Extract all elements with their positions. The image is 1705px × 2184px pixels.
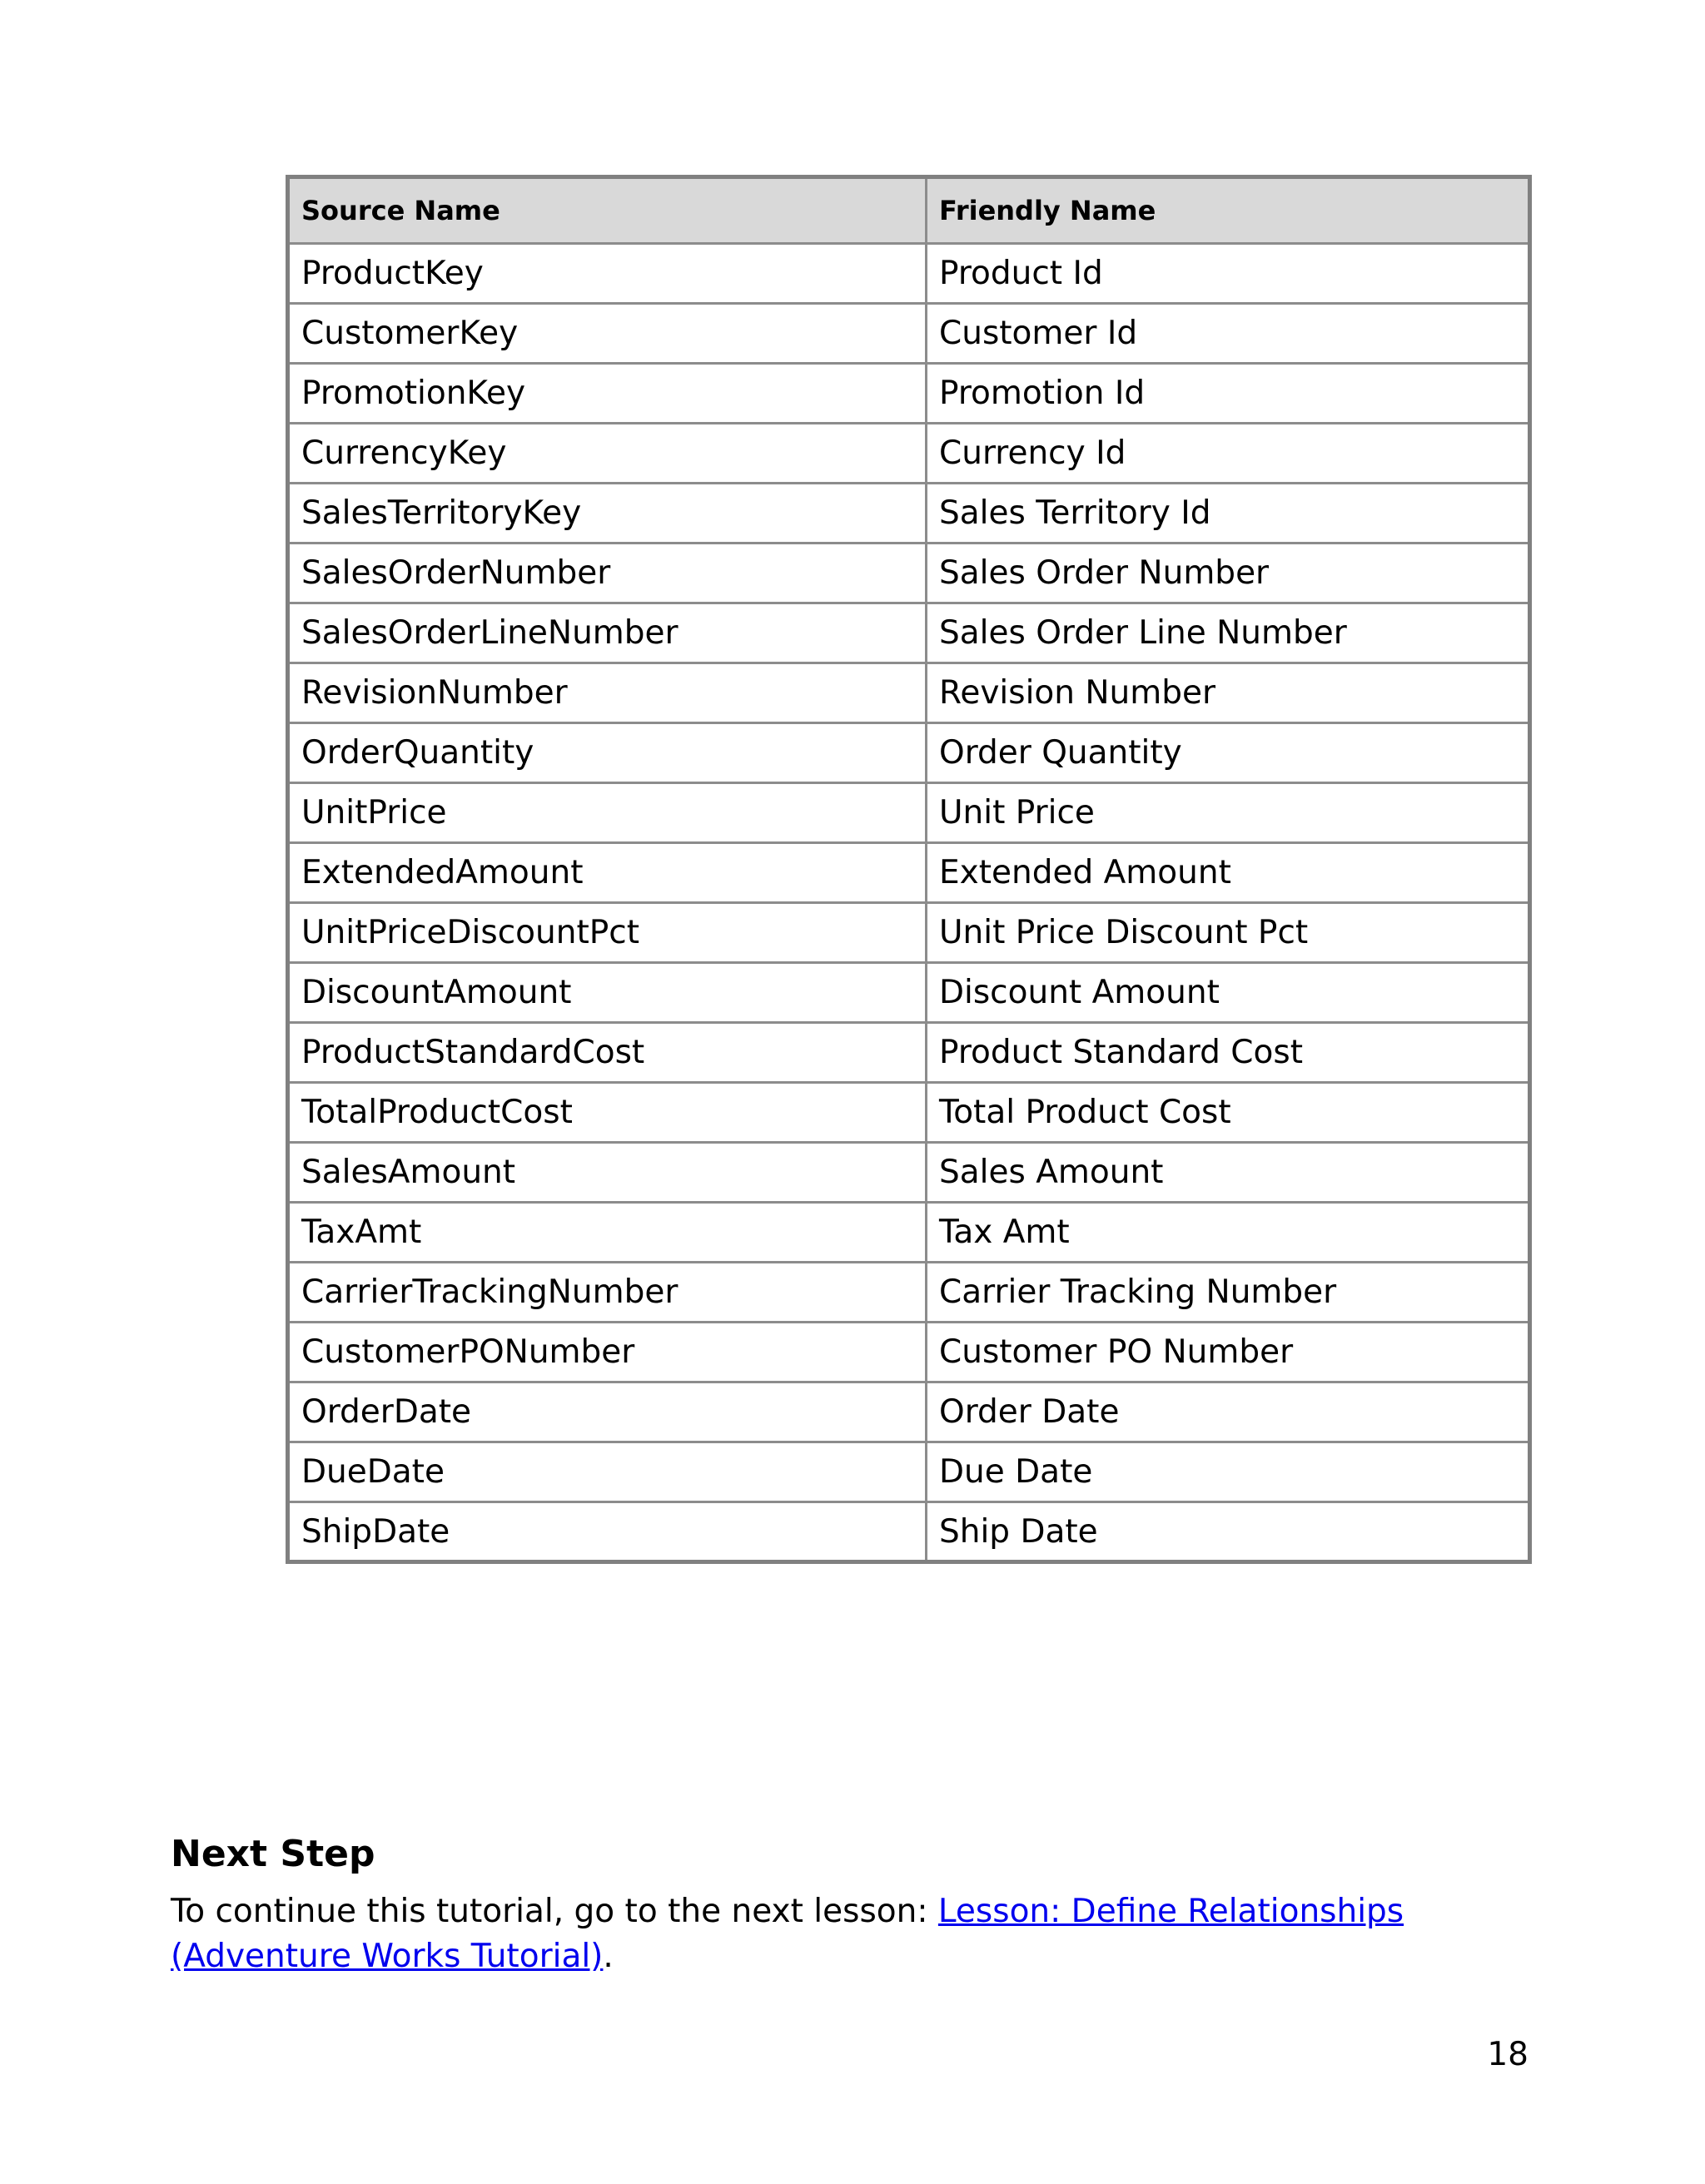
- friendly-name-cell: Unit Price: [927, 783, 1530, 843]
- table-row: [288, 1323, 1530, 1382]
- source-name-cell: UnitPrice: [288, 783, 927, 843]
- table-row: [288, 663, 1530, 723]
- friendly-name-cell: Unit Price Discount Pct: [927, 903, 1530, 963]
- source-name-cell: PromotionKey: [288, 364, 927, 424]
- table-row: [288, 963, 1530, 1023]
- friendly-name-cell: Discount Amount: [927, 963, 1530, 1023]
- table-row: [288, 1263, 1530, 1323]
- source-name-cell: RevisionNumber: [288, 663, 927, 723]
- table-row: [288, 723, 1530, 783]
- source-name-cell: ProductKey: [288, 244, 927, 304]
- source-name-cell: TotalProductCost: [288, 1083, 927, 1143]
- source-name-cell: DiscountAmount: [288, 963, 927, 1023]
- friendly-name-cell: Order Quantity: [927, 723, 1530, 783]
- friendly-name-cell: Tax Amt: [927, 1203, 1530, 1263]
- table-row: [288, 484, 1530, 544]
- table-header-row: [288, 177, 1530, 244]
- source-name-cell: CurrencyKey: [288, 424, 927, 484]
- table-row: [288, 843, 1530, 903]
- next-lesson-link[interactable]: Lesson: Define Relationships (Adventure Works Tutorial): [171, 1893, 1404, 1975]
- friendly-name-cell: Promotion Id: [927, 364, 1530, 424]
- table-row: [288, 1382, 1530, 1442]
- friendly-name-cell: Product Standard Cost: [927, 1023, 1530, 1083]
- source-name-cell: SalesAmount: [288, 1143, 927, 1203]
- friendly-name-cell: Sales Order Number: [927, 544, 1530, 603]
- source-name-cell: DueDate: [288, 1442, 927, 1502]
- table-row: [288, 903, 1530, 963]
- source-name-cell: TaxAmt: [288, 1203, 927, 1263]
- source-name-cell: SalesTerritoryKey: [288, 484, 927, 544]
- table-row: [288, 1442, 1530, 1502]
- source-name-cell: CustomerKey: [288, 304, 927, 364]
- friendly-name-cell: Currency Id: [927, 424, 1530, 484]
- table-row: [288, 783, 1530, 843]
- friendly-name-cell: Product Id: [927, 244, 1530, 304]
- table-row: [288, 603, 1530, 663]
- friendly-name-cell: Sales Order Line Number: [927, 603, 1530, 663]
- next-step-heading: Next Step: [171, 1833, 375, 1875]
- friendly-name-cell: Sales Amount: [927, 1143, 1530, 1203]
- table-row: [288, 424, 1530, 484]
- next-step-trailing-period: .: [603, 1938, 614, 1975]
- friendly-name-cell: Due Date: [927, 1442, 1530, 1502]
- source-name-cell: SalesOrderLineNumber: [288, 603, 927, 663]
- table-row: [288, 304, 1530, 364]
- table-row: [288, 1023, 1530, 1083]
- table-row: [288, 1502, 1530, 1562]
- table-body: [288, 244, 1530, 1562]
- table-row: [288, 1143, 1530, 1203]
- source-name-cell: OrderDate: [288, 1382, 927, 1442]
- source-name-cell: CustomerPONumber: [288, 1323, 927, 1382]
- friendly-name-cell: Sales Territory Id: [927, 484, 1530, 544]
- source-name-cell: ExtendedAmount: [288, 843, 927, 903]
- next-step-intro-text: To continue this tutorial, go to the next lesson:: [171, 1893, 938, 1930]
- friendly-name-cell: Extended Amount: [927, 843, 1530, 903]
- friendly-name-cell: Revision Number: [927, 663, 1530, 723]
- table-row: [288, 364, 1530, 424]
- friendly-name-header: Friendly Name: [927, 177, 1530, 244]
- friendly-name-cell: Customer PO Number: [927, 1323, 1530, 1382]
- friendly-name-cell: Total Product Cost: [927, 1083, 1530, 1143]
- next-step-paragraph: [171, 1889, 1536, 1979]
- source-name-cell: ProductStandardCost: [288, 1023, 927, 1083]
- page-number: 18: [1487, 2036, 1529, 2073]
- source-name-cell: UnitPriceDiscountPct: [288, 903, 927, 963]
- source-name-cell: OrderQuantity: [288, 723, 927, 783]
- source-name-header: Source Name: [288, 177, 927, 244]
- friendly-name-cell: Order Date: [927, 1382, 1530, 1442]
- source-name-cell: ShipDate: [288, 1502, 927, 1562]
- name-mapping-table: [286, 175, 1532, 1564]
- table-row: [288, 1083, 1530, 1143]
- friendly-name-cell: Carrier Tracking Number: [927, 1263, 1530, 1323]
- table-row: [288, 1203, 1530, 1263]
- friendly-name-cell: Ship Date: [927, 1502, 1530, 1562]
- source-name-cell: CarrierTrackingNumber: [288, 1263, 927, 1323]
- table-row: [288, 544, 1530, 603]
- source-name-cell: SalesOrderNumber: [288, 544, 927, 603]
- friendly-name-cell: Customer Id: [927, 304, 1530, 364]
- table-row: [288, 244, 1530, 304]
